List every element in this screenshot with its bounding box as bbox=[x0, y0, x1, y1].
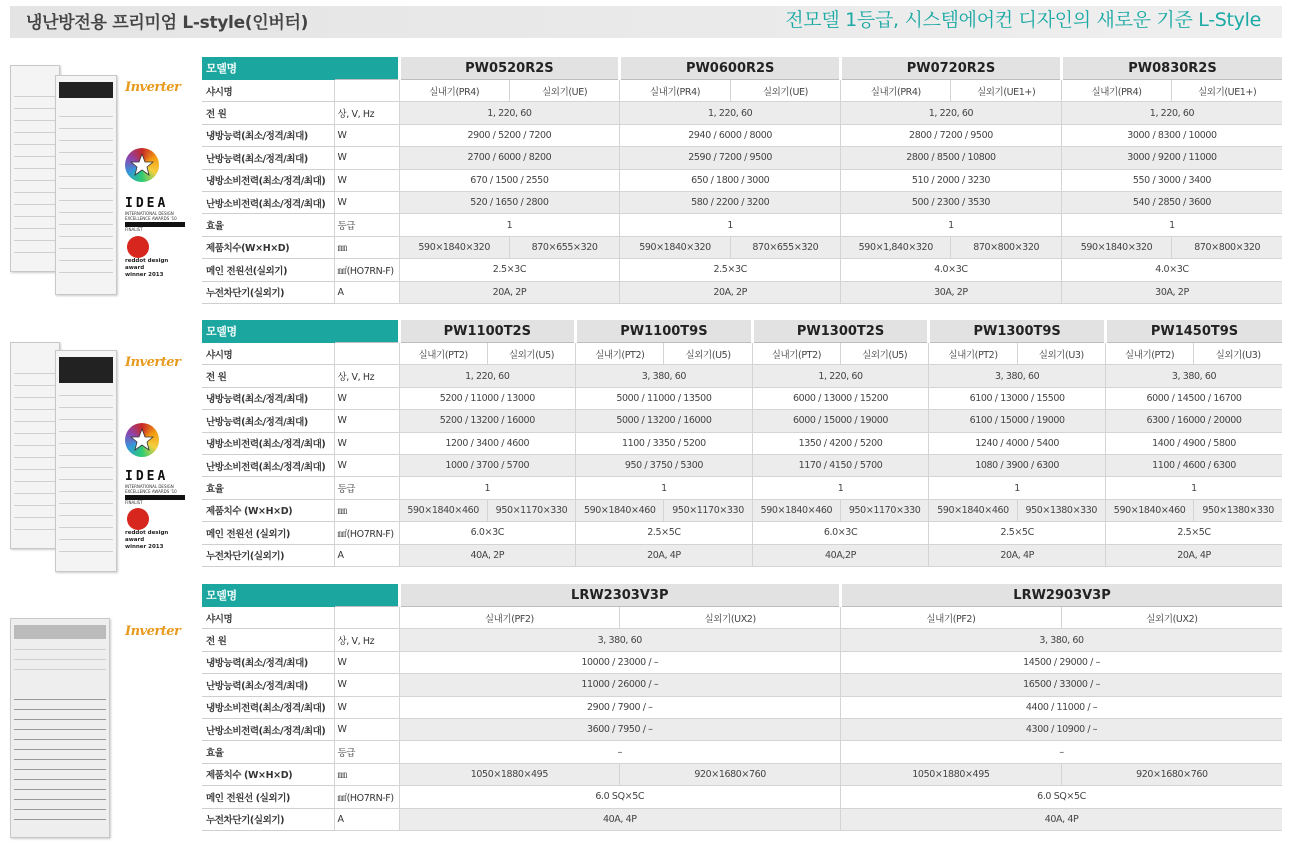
reddot-text: reddot design award bbox=[125, 258, 169, 271]
idea-mark: IDEA bbox=[125, 469, 169, 484]
inverter-logo: Inverter bbox=[125, 355, 181, 370]
cell: 실외기(U5) bbox=[487, 343, 575, 365]
row-label: 냉방능력(최소/정격/최대) bbox=[202, 387, 334, 409]
idea-text: EXCELLENCE AWARDS '10 bbox=[125, 489, 177, 494]
cell: 950×1170×330 bbox=[487, 499, 575, 521]
cell: 6.0 SQ×5C bbox=[399, 786, 841, 808]
model-name: PW1300T9S bbox=[929, 320, 1106, 343]
row-label: 전 원 bbox=[202, 102, 334, 124]
cell: 2.5×5C bbox=[1105, 522, 1282, 544]
cell: – bbox=[399, 741, 841, 763]
cell: 실외기(U3) bbox=[1194, 343, 1282, 365]
cell: 실외기(UE) bbox=[509, 80, 619, 102]
cell: 4400 / 11000 / – bbox=[841, 696, 1283, 718]
row-label: 제품치수 (W×H×D) bbox=[202, 763, 334, 785]
cell: 실외기(U3) bbox=[1017, 343, 1105, 365]
idea-text: INTERNATIONAL DESIGN bbox=[125, 484, 174, 489]
cell: 실내기(PR4) bbox=[399, 80, 509, 102]
cell: 580 / 2200 / 3200 bbox=[620, 191, 841, 213]
model-name: PW0520R2S bbox=[399, 57, 620, 80]
cell: 1050×1880×495 bbox=[399, 763, 620, 785]
cell: 870×655×320 bbox=[730, 236, 840, 258]
unit-cell: 등급 bbox=[334, 214, 399, 236]
row-label: 샤시명 bbox=[202, 343, 334, 365]
cell: 2940 / 6000 / 8000 bbox=[620, 124, 841, 146]
idea-text: INTERNATIONAL DESIGN bbox=[125, 211, 174, 216]
cell: 6300 / 16000 / 20000 bbox=[1105, 410, 1282, 432]
unit-cell: W bbox=[334, 432, 399, 454]
row-label: 누전차단기(실외기) bbox=[202, 544, 334, 566]
idea-text: FINALIST bbox=[125, 227, 143, 232]
unit-cell: W bbox=[334, 410, 399, 432]
unit-cell: A bbox=[334, 544, 399, 566]
cell: 1 bbox=[399, 214, 620, 236]
unit-cell: W bbox=[334, 718, 399, 740]
cell: 3, 380, 60 bbox=[1105, 365, 1282, 387]
cell: – bbox=[841, 741, 1283, 763]
indoor-unit-image bbox=[55, 350, 117, 572]
cell: 2900 / 7900 / – bbox=[399, 696, 841, 718]
cell: 실내기(PT2) bbox=[752, 343, 840, 365]
cell: 20A, 4P bbox=[929, 544, 1106, 566]
cell: 11000 / 26000 / – bbox=[399, 674, 841, 696]
cell: 실내기(PR4) bbox=[620, 80, 730, 102]
cell: 3600 / 7950 / – bbox=[399, 718, 841, 740]
unit-cell: W bbox=[334, 454, 399, 476]
row-label: 냉방능력(최소/정격/최대) bbox=[202, 651, 334, 673]
cell: 590×1840×460 bbox=[399, 499, 487, 521]
cell: 실외기(UX2) bbox=[1061, 607, 1282, 629]
cell: 1100 / 4600 / 6300 bbox=[1105, 454, 1282, 476]
row-label: 누전차단기(실외기) bbox=[202, 281, 334, 303]
cell: 1 bbox=[576, 477, 753, 499]
row-label: 메인 전원선 (실외기) bbox=[202, 786, 334, 808]
cell: 실내기(PR4) bbox=[841, 80, 951, 102]
cell: 실내기(PT2) bbox=[399, 343, 487, 365]
cell: 1, 220, 60 bbox=[1061, 102, 1282, 124]
spec-table-2 bbox=[202, 320, 1282, 567]
cell: 590×1840×460 bbox=[929, 499, 1017, 521]
cell: 550 / 3000 / 3400 bbox=[1061, 169, 1282, 191]
model-name: PW1100T9S bbox=[576, 320, 753, 343]
cell: 590×1840×460 bbox=[1105, 499, 1193, 521]
row-label: 전 원 bbox=[202, 365, 334, 387]
cell: 1, 220, 60 bbox=[752, 365, 929, 387]
cell: 1000 / 3700 / 5700 bbox=[399, 454, 576, 476]
model-name: LRW2303V3P bbox=[399, 584, 841, 607]
cell: 20A, 4P bbox=[576, 544, 753, 566]
cell: 4300 / 10900 / – bbox=[841, 718, 1283, 740]
cell: 1200 / 3400 / 4600 bbox=[399, 432, 576, 454]
unit-cell: 상, V, Hz bbox=[334, 365, 399, 387]
unit-cell: ㎜ bbox=[334, 236, 399, 258]
cell: 2800 / 7200 / 9500 bbox=[841, 124, 1062, 146]
cell: 870×800×320 bbox=[951, 236, 1061, 258]
unit-cell: W bbox=[334, 651, 399, 673]
cell: 950 / 3750 / 5300 bbox=[576, 454, 753, 476]
spec-table-1 bbox=[202, 57, 1282, 304]
cell: 2.5×3C bbox=[399, 259, 620, 281]
cell: 실내기(PT2) bbox=[929, 343, 1017, 365]
cell: 6100 / 13000 / 15500 bbox=[929, 387, 1106, 409]
cell: 40A, 2P bbox=[399, 544, 576, 566]
cell: 실외기(U5) bbox=[664, 343, 752, 365]
indoor-unit-image bbox=[10, 618, 110, 838]
model-name: PW0600R2S bbox=[620, 57, 841, 80]
reddot-text: winner 2013 bbox=[125, 272, 164, 278]
unit-cell: W bbox=[334, 124, 399, 146]
unit-cell: W bbox=[334, 696, 399, 718]
cell: 실내기(PF2) bbox=[399, 607, 620, 629]
row-label: 난방소비전력(최소/정격/최대) bbox=[202, 718, 334, 740]
unit-cell: W bbox=[334, 191, 399, 213]
cell: 6.0 SQ×5C bbox=[841, 786, 1283, 808]
row-label: 냉방소비전력(최소/정격/최대) bbox=[202, 696, 334, 718]
cell: 3000 / 8300 / 10000 bbox=[1061, 124, 1282, 146]
cell: 2700 / 6000 / 8200 bbox=[399, 147, 620, 169]
cell: 실내기(PR4) bbox=[1061, 80, 1171, 102]
page-title: 냉난방전용 프리미엄 L-style(인버터) bbox=[26, 13, 309, 33]
cell: 920×1680×760 bbox=[1061, 763, 1282, 785]
cell: 1350 / 4200 / 5200 bbox=[752, 432, 929, 454]
indoor-unit-image bbox=[55, 75, 117, 295]
cell: 590×1840×460 bbox=[752, 499, 840, 521]
unit-cell: 등급 bbox=[334, 741, 399, 763]
reddot-award-logo bbox=[125, 508, 185, 551]
tagline: 전모델 1등급, 시스템에어컨 디자인의 새로운 기준 L-Style bbox=[785, 9, 1261, 31]
model-name: PW1300T2S bbox=[752, 320, 929, 343]
row-label: 메인 전원선 (실외기) bbox=[202, 522, 334, 544]
cell: 20A, 2P bbox=[620, 281, 841, 303]
model-name: LRW2903V3P bbox=[841, 584, 1283, 607]
model-name: PW0830R2S bbox=[1061, 57, 1282, 80]
cell: 870×800×320 bbox=[1172, 236, 1282, 258]
cell: 1080 / 3900 / 6300 bbox=[929, 454, 1106, 476]
cell: 1400 / 4900 / 5800 bbox=[1105, 432, 1282, 454]
cell: 1240 / 4000 / 5400 bbox=[929, 432, 1106, 454]
unit-cell: W bbox=[334, 169, 399, 191]
star-award-icon bbox=[125, 423, 159, 457]
star-award-icon bbox=[125, 148, 159, 182]
unit-cell: W bbox=[334, 674, 399, 696]
cell: 1 bbox=[1061, 214, 1282, 236]
cell: 실내기(PT2) bbox=[576, 343, 664, 365]
cell: 5000 / 11000 / 13500 bbox=[576, 387, 753, 409]
cell: 500 / 2300 / 3530 bbox=[841, 191, 1062, 213]
cell: 3, 380, 60 bbox=[841, 629, 1283, 651]
cell: 590×1840×320 bbox=[399, 236, 509, 258]
reddot-icon bbox=[127, 508, 149, 530]
row-label: 효율 bbox=[202, 214, 334, 236]
cell: 2590 / 7200 / 9500 bbox=[620, 147, 841, 169]
row-label: 모델명 bbox=[202, 320, 334, 343]
cell: 6100 / 15000 / 19000 bbox=[929, 410, 1106, 432]
row-label: 전 원 bbox=[202, 629, 334, 651]
cell: 1 bbox=[399, 477, 576, 499]
row-label: 냉방소비전력(최소/정격/최대) bbox=[202, 169, 334, 191]
unit-cell: A bbox=[334, 281, 399, 303]
cell: 2800 / 8500 / 10800 bbox=[841, 147, 1062, 169]
cell: 1 bbox=[929, 477, 1106, 499]
row-label: 누전차단기(실외기) bbox=[202, 808, 334, 830]
cell: 14500 / 29000 / – bbox=[841, 651, 1283, 673]
idea-mark: IDEA bbox=[125, 196, 169, 211]
reddot-award-logo bbox=[125, 236, 185, 279]
cell: 540 / 2850 / 3600 bbox=[1061, 191, 1282, 213]
cell: 3, 380, 60 bbox=[576, 365, 753, 387]
cell: 5200 / 13200 / 16000 bbox=[399, 410, 576, 432]
cell: 16500 / 33000 / – bbox=[841, 674, 1283, 696]
row-label: 메인 전원선(실외기) bbox=[202, 259, 334, 281]
cell: 실외기(U5) bbox=[841, 343, 929, 365]
row-label: 효율 bbox=[202, 477, 334, 499]
cell: 1, 220, 60 bbox=[399, 102, 620, 124]
cell: 3000 / 9200 / 11000 bbox=[1061, 147, 1282, 169]
unit-cell: ㎟(HO7RN-F) bbox=[334, 522, 399, 544]
model-name: PW0720R2S bbox=[841, 57, 1062, 80]
cell: 6.0×3C bbox=[752, 522, 929, 544]
row-label: 효율 bbox=[202, 741, 334, 763]
row-label: 난방능력(최소/정격/최대) bbox=[202, 147, 334, 169]
cell: 30A, 2P bbox=[841, 281, 1062, 303]
idea-text: EXCELLENCE AWARDS '10 bbox=[125, 216, 177, 221]
row-label: 난방소비전력(최소/정격/최대) bbox=[202, 191, 334, 213]
cell: 2.5×5C bbox=[929, 522, 1106, 544]
reddot-icon bbox=[127, 236, 149, 258]
row-label: 제품치수(W×H×D) bbox=[202, 236, 334, 258]
cell: 실외기(UE1+) bbox=[1172, 80, 1282, 102]
cell: 실외기(UX2) bbox=[620, 607, 841, 629]
cell: 실내기(PF2) bbox=[841, 607, 1062, 629]
unit-cell: ㎜ bbox=[334, 763, 399, 785]
cell: 2.5×3C bbox=[620, 259, 841, 281]
cell: 실내기(PT2) bbox=[1105, 343, 1193, 365]
model-name: PW1100T2S bbox=[399, 320, 576, 343]
cell: 520 / 1650 / 2800 bbox=[399, 191, 620, 213]
row-label: 난방능력(최소/정격/최대) bbox=[202, 674, 334, 696]
reddot-text: reddot design award bbox=[125, 530, 169, 543]
inverter-logo: Inverter bbox=[125, 80, 181, 95]
indoor-unit-image bbox=[10, 65, 60, 272]
cell: 590×1840×320 bbox=[1061, 236, 1171, 258]
row-label: 난방능력(최소/정격/최대) bbox=[202, 410, 334, 432]
cell: 4.0×3C bbox=[841, 259, 1062, 281]
row-label: 난방소비전력(최소/정격/최대) bbox=[202, 454, 334, 476]
row-label: 모델명 bbox=[202, 57, 334, 80]
cell: 590×1840×320 bbox=[620, 236, 730, 258]
cell: 40A,2P bbox=[752, 544, 929, 566]
idea-award-logo bbox=[125, 196, 185, 232]
cell: 950×1170×330 bbox=[664, 499, 752, 521]
cell: 1 bbox=[752, 477, 929, 499]
spec-table-3 bbox=[202, 584, 1282, 831]
cell: 40A, 4P bbox=[841, 808, 1283, 830]
unit-cell: ㎟(HO7RN-F) bbox=[334, 786, 399, 808]
cell: 20A, 4P bbox=[1105, 544, 1282, 566]
cell: 3, 380, 60 bbox=[399, 629, 841, 651]
cell: 1, 220, 60 bbox=[399, 365, 576, 387]
cell: 1050×1880×495 bbox=[841, 763, 1062, 785]
unit-cell: 등급 bbox=[334, 477, 399, 499]
cell: 3, 380, 60 bbox=[929, 365, 1106, 387]
cell: 590×1840×460 bbox=[576, 499, 664, 521]
cell: 870×655×320 bbox=[509, 236, 619, 258]
cell: 6000 / 13000 / 15200 bbox=[752, 387, 929, 409]
model-name: PW1450T9S bbox=[1105, 320, 1282, 343]
unit-cell: A bbox=[334, 808, 399, 830]
cell: 2.5×5C bbox=[576, 522, 753, 544]
indoor-unit-image bbox=[10, 342, 60, 549]
cell: 670 / 1500 / 2550 bbox=[399, 169, 620, 191]
cell: 1 bbox=[1105, 477, 1282, 499]
row-label: 냉방소비전력(최소/정격/최대) bbox=[202, 432, 334, 454]
reddot-text: winner 2013 bbox=[125, 544, 164, 550]
idea-text: FINALIST bbox=[125, 500, 143, 505]
cell: 5200 / 11000 / 13000 bbox=[399, 387, 576, 409]
cell: 실외기(UE1+) bbox=[951, 80, 1061, 102]
cell: 30A, 2P bbox=[1061, 281, 1282, 303]
cell: 10000 / 23000 / – bbox=[399, 651, 841, 673]
row-label: 모델명 bbox=[202, 584, 334, 607]
cell: 1 bbox=[841, 214, 1062, 236]
cell: 20A, 2P bbox=[399, 281, 620, 303]
cell: 실외기(UE) bbox=[730, 80, 840, 102]
cell: 2900 / 5200 / 7200 bbox=[399, 124, 620, 146]
cell: 1170 / 4150 / 5700 bbox=[752, 454, 929, 476]
idea-award-logo bbox=[125, 469, 185, 505]
unit-cell: 상, V, Hz bbox=[334, 629, 399, 651]
row-label: 샤시명 bbox=[202, 607, 334, 629]
unit-cell: W bbox=[334, 387, 399, 409]
cell: 5000 / 13200 / 16000 bbox=[576, 410, 753, 432]
cell: 650 / 1800 / 3000 bbox=[620, 169, 841, 191]
cell: 40A, 4P bbox=[399, 808, 841, 830]
row-label: 냉방능력(최소/정격/최대) bbox=[202, 124, 334, 146]
cell: 950×1380×330 bbox=[1194, 499, 1282, 521]
unit-cell: ㎜ bbox=[334, 499, 399, 521]
cell: 4.0×3C bbox=[1061, 259, 1282, 281]
cell: 950×1380×330 bbox=[1017, 499, 1105, 521]
cell: 6.0×3C bbox=[399, 522, 576, 544]
cell: 590×1,840×320 bbox=[841, 236, 951, 258]
cell: 510 / 2000 / 3230 bbox=[841, 169, 1062, 191]
cell: 1100 / 3350 / 5200 bbox=[576, 432, 753, 454]
inverter-logo: Inverter bbox=[125, 624, 181, 639]
cell: 1 bbox=[620, 214, 841, 236]
unit-cell: ㎟(HO7RN-F) bbox=[334, 259, 399, 281]
cell: 1, 220, 60 bbox=[620, 102, 841, 124]
cell: 6000 / 15000 / 19000 bbox=[752, 410, 929, 432]
cell: 1, 220, 60 bbox=[841, 102, 1062, 124]
cell: 920×1680×760 bbox=[620, 763, 841, 785]
unit-cell: 상, V, Hz bbox=[334, 102, 399, 124]
row-label: 제품치수 (W×H×D) bbox=[202, 499, 334, 521]
cell: 6000 / 14500 / 16700 bbox=[1105, 387, 1282, 409]
unit-cell: W bbox=[334, 147, 399, 169]
row-label: 샤시명 bbox=[202, 80, 334, 102]
cell: 950×1170×330 bbox=[841, 499, 929, 521]
